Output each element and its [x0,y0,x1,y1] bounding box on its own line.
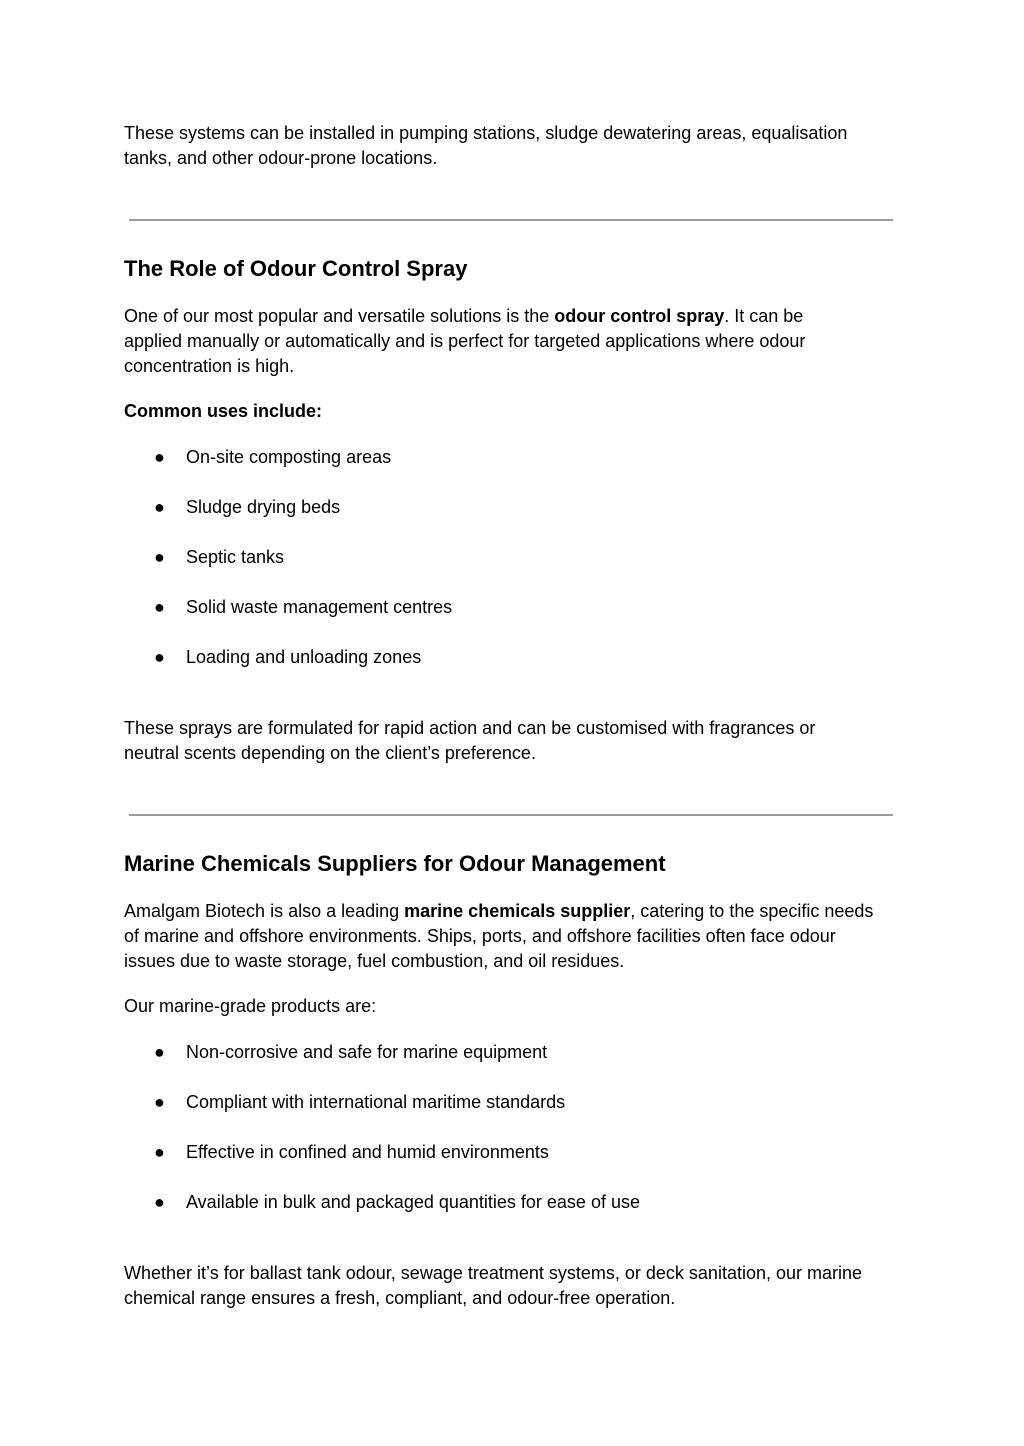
list-item-text: Loading and unloading zones [186,647,422,667]
bullet-icon: ● [154,1092,165,1112]
marine-paragraph-text-2: , catering to the specific needs of marine and offshore environments. Ships, ports, and offshore facilities often face odour issues due to waste storage, fuel combustion, and oil residues. [124,901,874,971]
marine-paragraph [124,899,879,974]
section-divider [129,814,893,816]
list-item [124,495,904,520]
list-item [124,445,904,470]
marine-heading: Marine Chemicals Suppliers for Odour Management [124,851,666,876]
list-item [124,1090,904,1115]
bullet-icon: ● [154,447,165,467]
spray-closing-paragraph: These sprays are formulated for rapid action and can be customised with fragrances or neutral scents depending on the client’s preference. [124,718,816,763]
list-item [124,1040,904,1065]
list-item-text: Available in bulk and packaged quantities for ease of use [186,1192,640,1212]
products-label: Our marine-grade products are: [124,996,377,1016]
list-item [124,645,904,670]
bullet-icon: ● [154,1142,165,1162]
marine-closing-paragraph: Whether it’s for ballast tank odour, sewage treatment systems, or deck sanitation, our marine chemical range ensures a fresh, compliant, and odour-free operation. [124,1263,863,1308]
bullet-icon: ● [154,497,165,517]
uses-list [124,445,904,670]
list-item [124,1190,904,1215]
spray-paragraph-text-2: . It can be applied manually or automatically and is perfect for targeted applications where odour concentration is high. [124,306,806,376]
list-item-text: Septic tanks [186,547,285,567]
spray-paragraph-text-1: One of our most popular and versatile solutions is the [124,306,555,326]
intro-paragraph: These systems can be installed in pumping stations, sludge dewatering areas, equalisation tanks, and other odour-prone locations. [124,123,848,168]
list-item-text: Compliant with international maritime standards [186,1092,566,1112]
marine-paragraph-text-1: Amalgam Biotech is also a leading [124,901,405,921]
uses-label-text: Common uses include: [124,401,323,421]
list-item-text: Non-corrosive and safe for marine equipment [186,1042,548,1062]
list-item-text: Sludge drying beds [186,497,341,517]
list-item-text: On-site composting areas [186,447,392,467]
bullet-icon: ● [154,647,165,667]
products-list [124,1040,904,1215]
list-item [124,545,904,570]
bullet-icon: ● [154,547,165,567]
list-item-text: Effective in confined and humid environments [186,1142,549,1162]
bullet-icon: ● [154,1042,165,1062]
list-item-text: Solid waste management centres [186,597,453,617]
bullet-icon: ● [154,597,165,617]
spray-heading: The Role of Odour Control Spray [124,256,468,281]
marine-paragraph-bold: marine chemicals supplier [404,901,631,921]
section-divider [129,219,893,221]
uses-label [124,399,904,424]
list-item [124,595,904,620]
spray-paragraph [124,304,864,379]
bullet-icon: ● [154,1192,165,1212]
spray-paragraph-bold: odour control spray [554,306,725,326]
document-page [124,121,904,1311]
list-item [124,1140,904,1165]
